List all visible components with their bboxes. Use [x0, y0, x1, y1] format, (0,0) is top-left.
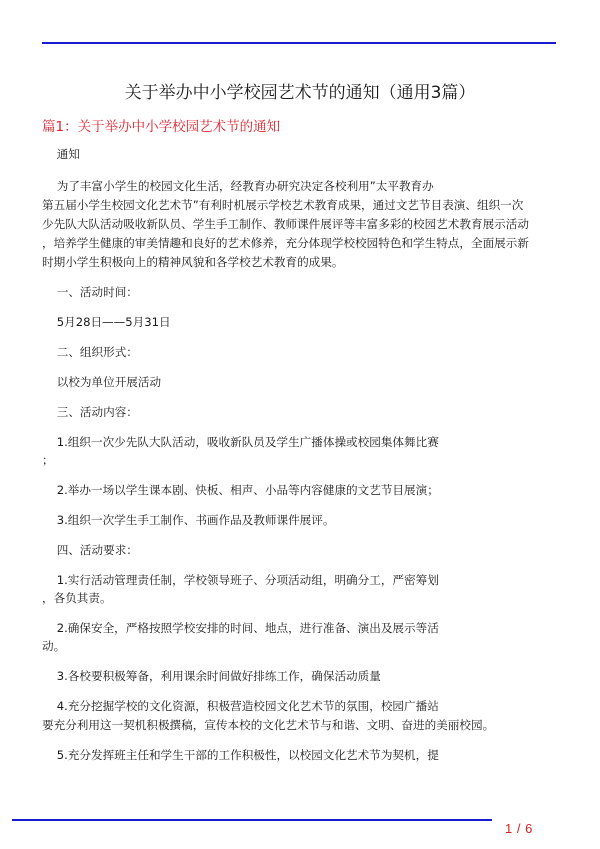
paragraph-intro-line: 时期小学生积极向上的精神风貌和各学校艺术教育的成果。 [42, 255, 344, 269]
paragraph-intro-line: 为了丰富小学生的校园文化生活，经教育办研究决定各校利用”太平教育办 [42, 179, 434, 193]
page-indicator: 1 / 6 [505, 821, 533, 836]
content-item-1-cont: ； [42, 453, 54, 467]
paragraph-salutation: 通知 [42, 147, 80, 161]
requirement-4: 4.充分挖掘学校的文化资源，积极营造校园文化艺术节的氛围，校园广播站 [42, 699, 439, 713]
section-title: 篇1：关于举办中小学校园艺术节的通知 [42, 119, 281, 135]
paragraph-intro-line: 少先队大队活动吸收新队员、学生手工制作、教师课件展评等丰富多彩的校园艺术教育展示活动 [42, 217, 529, 231]
footer-rule [12, 819, 492, 821]
activity-dates: 5月28日——5月31日 [42, 315, 171, 329]
heading-organization: 二、组织形式： [42, 345, 138, 359]
header-rule [42, 42, 556, 44]
requirement-4-cont: 要充分利用这一契机积极撰稿，宣传本校的文化艺术节与和谐、文明、奋进的美丽校园。 [42, 718, 495, 732]
content-item-1: 1.组织一次少先队大队活动，吸收新队员及学生广播体操或校园集体舞比赛 [42, 435, 439, 449]
heading-activity-content: 三、活动内容： [42, 405, 138, 419]
requirement-5: 5.充分发挥班主任和学生干部的工作积极性，以校园文化艺术节为契机，提 [42, 748, 439, 762]
heading-activity-time: 一、活动时间： [42, 285, 138, 299]
requirement-2: 2.确保安全，严格按照学校安排的时间、地点，进行准备、演出及展示等活 [42, 621, 439, 635]
requirement-1: 1.实行活动管理责任制，学校领导班子、分项活动组，明确分工，严密筹划 [42, 573, 439, 587]
heading-requirements: 四、活动要求： [42, 543, 138, 557]
paragraph-intro-line: ，培养学生健康的审美情趣和良好的艺术修养，充分体现学校校园特色和学生特点，全面展示新 [42, 236, 529, 250]
requirement-3: 3.各校要积极筹备，利用课余时间做好排练工作，确保活动质量 [42, 669, 381, 683]
requirement-2-cont: 动。 [42, 639, 66, 653]
content-item-3: 3.组织一次学生手工制作、书画作品及教师课件展评。 [42, 513, 335, 527]
paragraph-intro-line: 第五届小学生校园文化艺术节”有利时机展示学校艺术教育成果，通过文艺节目表演、组织一次 [42, 198, 524, 212]
document-title: 关于举办中小学校园艺术节的通知（通用3篇） [124, 83, 476, 103]
content-item-2: 2.举办一场以学生课本剧、快板、相声、小品等内容健康的文艺节目展演； [42, 483, 439, 497]
organization-text: 以校为单位开展活动 [42, 375, 162, 389]
requirement-1-cont: ，各负其责。 [42, 591, 112, 605]
